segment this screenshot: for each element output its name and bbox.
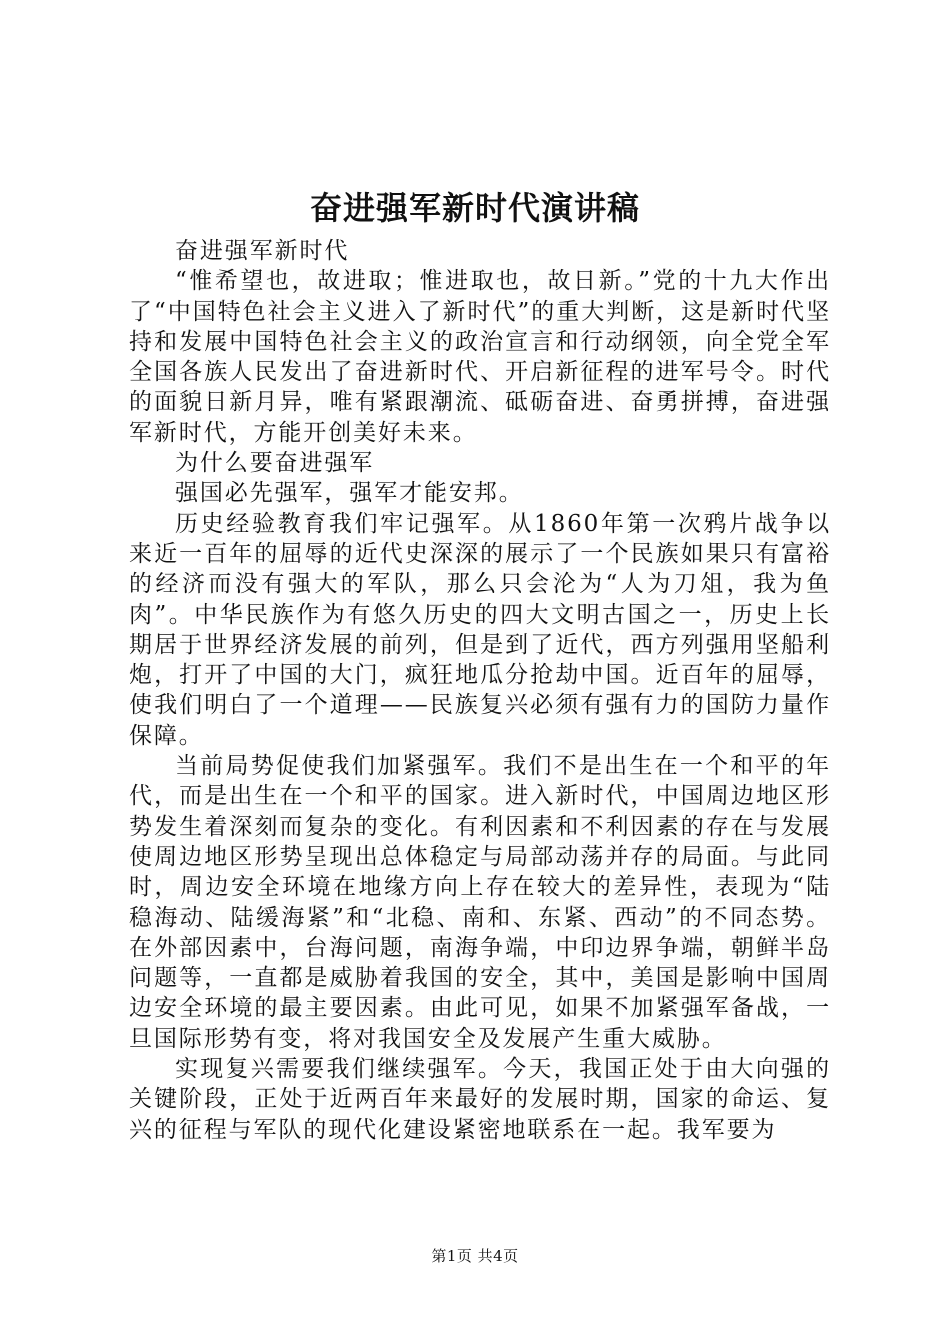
document-title: 奋进强军新时代演讲稿 xyxy=(309,189,640,227)
paragraph-intro: “惟希望也，故进取；惟进取也，故日新。”党的十九大作出了“中国特色社会主义进入了新时代”的重大判断，这是新时代坚持和发展中国特色社会主义的政治宣言和行动纲领，向全党全军全国各族人民发出了奋进新时代、开启新征程的进军号令。时代的面貌日新月异，唯有紧跟潮流、砥砺奋进、奋勇拼搏，奋进强军新时代，方能开创美好未来。 xyxy=(129,268,831,446)
paragraph-section-heading: 为什么要奋进强军 xyxy=(175,450,375,477)
paragraph-current-situation: 当前局势促使我们加紧强军。我们不是出生在一个和平的年代，而是出生在一个和平的国家。进入新时代，中国周边地区形势发生着深刻而复杂的变化。有利因素和不利因素的存在与发展使周边地区形势呈现出总体稳定与局部动荡并存的局面。与此同时，周边安全环境在地缘方向上存在较大的差异性，表现为“陆稳海动、陆缓海紧”和“北稳、南和、东紧、西动”的不同态势。在外部因素中，台海问题，南海争端，中印边界争端，朝鲜半岛问题等，一直都是威胁着我国的安全，其中，美国是影响中国周边安全环境的最主要因素。由此可见，如果不加紧强军备战，一旦国际形势有变，将对我国安全及发展产生重大威胁。 xyxy=(129,753,831,1052)
paragraph-thesis: 强国必先强军，强军才能安邦。 xyxy=(175,480,524,507)
paragraph-subtitle: 奋进强军新时代 xyxy=(175,238,350,264)
paragraph-history: 历史经验教育我们牢记强军。从1860年第一次鸦片战争以来近一百年的屈辱的近代史深深的展示了一个民族如果只有富裕的经济而没有强大的军队，那么只会沦为“人为刀俎，我为鱼肉”。中华民族作为有悠久历史的四大文明古国之一，历史上长期居于世界经济发展的前列，但是到了近代，西方列强用坚船利炮，打开了中国的大门，疯狂地瓜分抢劫中国。近百年的屈辱，使我们明白了一个道理——民族复兴必须有强有力的国防力量作保障。 xyxy=(129,510,831,749)
document-body xyxy=(129,236,831,1145)
paragraph-revival: 实现复兴需要我们继续强军。今天，我国正处于由大向强的关键阶段，正处于近两百年来最好的发展时期，国家的命运、复兴的征程与军队的现代化建设紧密地联系在一起。我军要为 xyxy=(129,1056,831,1143)
page-number-footer: 第1页 共4页 xyxy=(431,1247,519,1265)
